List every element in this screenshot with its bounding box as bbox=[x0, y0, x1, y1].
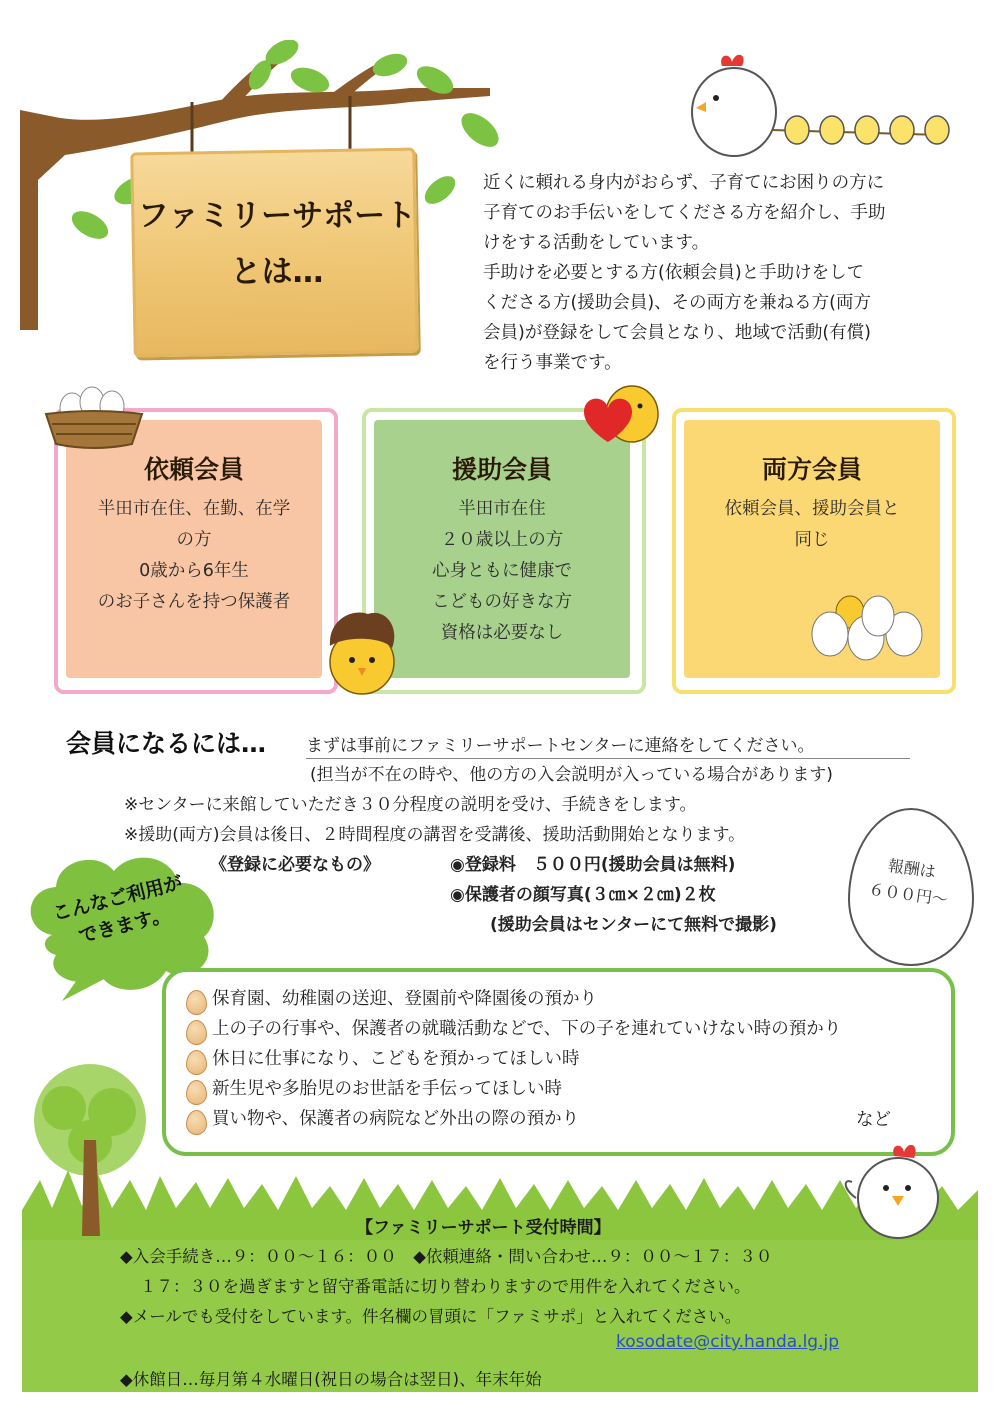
hen-waving-icon bbox=[842, 1138, 954, 1242]
chick-character-icon bbox=[322, 606, 402, 698]
usage-list bbox=[186, 984, 946, 1134]
footer-heading: 【ファミリーサポート受付時間】 bbox=[356, 1218, 611, 1238]
card-enjo-text: 半田市在住 ２０歳以上の方 心身ともに健康で こどもの好きな方 資格は必要なし bbox=[432, 499, 572, 643]
chick-heart-icon bbox=[580, 382, 666, 452]
required-photo: ◉保護者の顔写真(３㎝×２㎝)２枚 bbox=[450, 885, 716, 905]
card-ryoho-title: 両方会員 bbox=[761, 455, 862, 484]
email-link[interactable]: kosodate@city.handa.lg.jp bbox=[616, 1332, 840, 1352]
intro-line: けをする活動をしています。 bbox=[483, 233, 710, 253]
hen-and-chicks-icon bbox=[672, 50, 957, 168]
egg-bullet-icon bbox=[186, 990, 207, 1015]
card-irai-body bbox=[66, 420, 322, 678]
card-enjo-body bbox=[374, 420, 630, 678]
usage-cloud-label: こんなご利用が できます。 bbox=[50, 871, 185, 948]
join-line-2: ※援助(両方)会員は後日、２時間程度の講習を受講後、援助活動開始となります。 bbox=[124, 825, 746, 845]
usage-item-text: 新生児や多胎児のお世話を手伝ってほしい時 bbox=[212, 1079, 562, 1099]
intro-line: くださる方(援助会員)、その両方を兼ねる方(両方 bbox=[483, 293, 871, 313]
intro-line: 手助けを必要とする方(依頼会員)と手助けをして bbox=[483, 263, 865, 283]
card-enjo-title: 援助会員 bbox=[451, 455, 552, 484]
egg-basket-icon bbox=[42, 378, 146, 452]
list-item bbox=[186, 984, 946, 1014]
usage-item-text: 保育園、幼稚園の送迎、登園前や降園後の預かり bbox=[212, 989, 597, 1009]
card-ryoho-text: 依頼会員、援助会員と 同じ bbox=[724, 499, 900, 550]
intro-line: 会員)が登録をして会員となり、地域で活動(有償) bbox=[483, 323, 871, 343]
egg-bullet-icon bbox=[186, 1020, 207, 1045]
reward-text: 報酬は ６００円～ bbox=[867, 855, 950, 910]
egg-bullet-icon bbox=[186, 1110, 207, 1135]
list-item bbox=[186, 1104, 946, 1134]
footer-mail: ◆メールでも受付をしています。件名欄の冒頭に「ファミサポ」と入れてください。 bbox=[120, 1307, 742, 1326]
list-item bbox=[186, 1014, 946, 1044]
usage-item-text: 休日に仕事になり、こどもを預かってほしい時 bbox=[212, 1049, 580, 1069]
required-label: 《登録に必要なもの》 bbox=[210, 855, 380, 875]
egg-bullet-icon bbox=[186, 1080, 207, 1105]
list-item bbox=[186, 1074, 946, 1104]
tree-icon bbox=[20, 1060, 160, 1240]
required-photo-note: (援助会員はセンターにて無料で撮影) bbox=[490, 915, 777, 935]
page-title: ファミリーサポート とは… bbox=[137, 198, 417, 290]
list-item bbox=[186, 1044, 946, 1074]
join-note: (担当が不在の時や、他の方の入会説明が入っている場合があります) bbox=[310, 765, 833, 785]
footer-hours: ◆入会手続き…９：００～１６：００ ◆依頼連絡・問い合わせ…９：００～１７：３０ bbox=[120, 1247, 773, 1266]
card-irai-title: 依頼会員 bbox=[143, 455, 244, 484]
egg-bullet-icon bbox=[186, 1050, 207, 1075]
footer-closed: ◆休館日…毎月第４水曜日(祝日の場合は翌日)、年末年始 bbox=[120, 1370, 542, 1389]
card-irai-text: 半田市在住、在勤、在学 の方 0歳から6年生 のお子さんを持つ保護者 bbox=[97, 499, 291, 612]
intro-text bbox=[483, 168, 953, 378]
usage-etc: など bbox=[856, 1110, 891, 1130]
usage-item-text: 上の子の行事や、保護者の就職活動などで、下の子を連れていけない時の預かり bbox=[212, 1019, 842, 1039]
join-line-1: ※センターに来館していただき３０分程度の説明を受け、手続きをします。 bbox=[124, 795, 697, 815]
join-heading: 会員になるには… bbox=[66, 729, 267, 758]
footer-after-hours: １７：３０を過ぎますと留守番電話に切り替わりますので用件を入れてください。 bbox=[140, 1277, 751, 1296]
intro-line: 子育てのお手伝いをしてくださる方を紹介し、手助 bbox=[483, 203, 886, 223]
intro-line: を行う事業です。 bbox=[483, 353, 622, 373]
intro-line: 近くに頼れる身内がおらず、子育てにお困りの方に bbox=[483, 173, 885, 193]
required-fee: ◉登録料 ５００円(援助会員は無料) bbox=[450, 855, 736, 875]
eggs-chick-icon bbox=[808, 592, 932, 662]
join-lead-text: まずは事前にファミリーサポートセンターに連絡をしてください。 bbox=[306, 731, 910, 759]
usage-item-text: 買い物や、保護者の病院など外出の際の預かり bbox=[212, 1109, 580, 1129]
